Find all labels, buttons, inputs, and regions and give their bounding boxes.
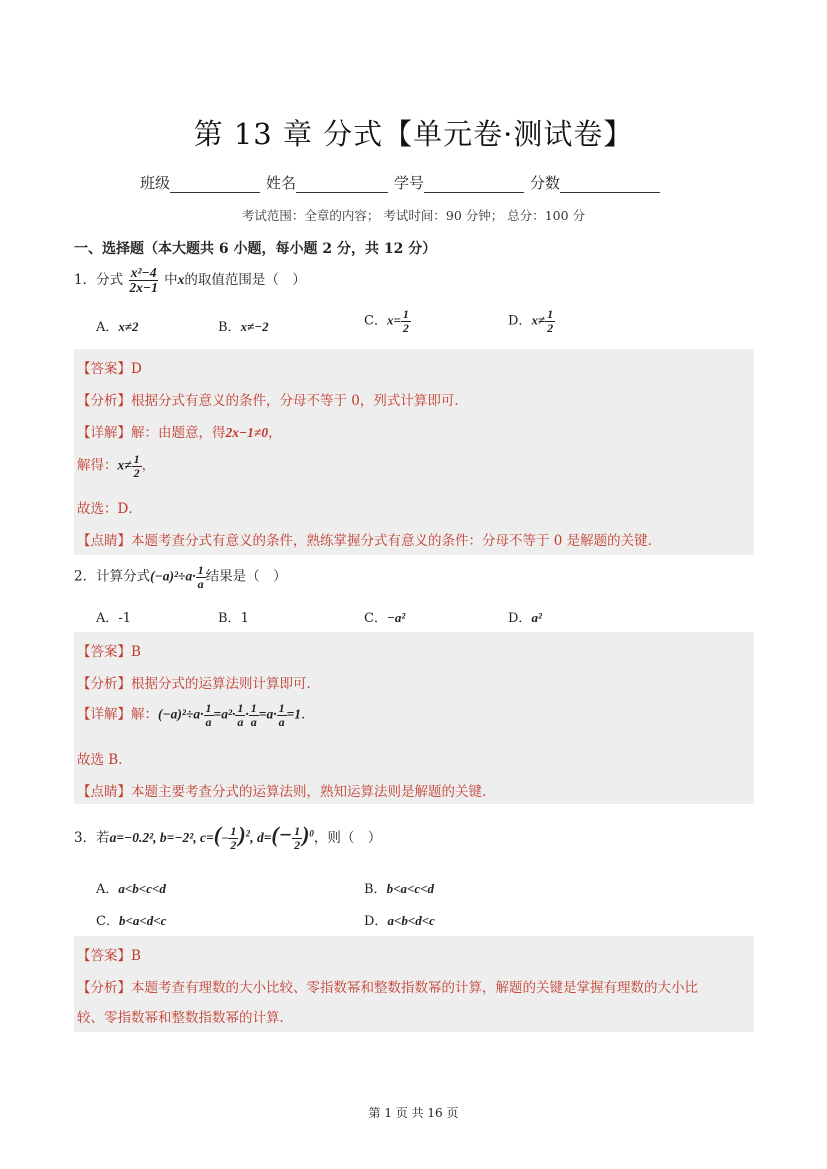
name-blank[interactable]: [296, 176, 388, 193]
q1-option-b[interactable]: B．x≠−2: [218, 319, 269, 335]
q1-fraction: $\frac{\text{x²−4}}{2x-1}$: [129, 265, 158, 296]
q1-comment: 【点睛】本题考查分式有意义的条件，熟练掌握分式有意义的条件：分母不等于 0 是解题的关键．: [77, 533, 662, 549]
q2-analysis: 【分析】根据分式的运算法则计算即可．: [77, 676, 320, 692]
q3-option-d[interactable]: D．a<b<d<c: [364, 913, 435, 929]
q3-answer: 【答案】B: [77, 948, 141, 964]
q2-detail: 【详解】解：(−a)²÷a· $\frac{1}{a}$ =a²· $\frac{1}{a}$ · $\frac{1}{a}$ =a· $\frac{1}{a}$ =1．: [77, 701, 315, 729]
page-footer: 第 1 页 共 16 页: [368, 1106, 459, 1120]
id-blank[interactable]: [424, 176, 524, 193]
section-heading: 一、选择题（本大题共 6 小题，每小题 2 分，共 12 分）: [74, 241, 437, 257]
q2-answer: 【答案】B: [77, 644, 141, 660]
q1-solve: 解得：x≠ $\frac{1}{2}$ ，: [77, 452, 156, 480]
q2-stem: 2．计算分式(−a)²÷a· $\frac{1}{a}$ 结果是（ ）: [74, 563, 287, 591]
q3-answer-box: [74, 936, 754, 1032]
q1-analysis: 【分析】根据分式有意义的条件，分母不等于 0，列式计算即可．: [77, 393, 468, 409]
q2-comment: 【点睛】本题主要考查分式的运算法则，熟知运算法则是解题的关键．: [77, 784, 496, 800]
q1-answer-box: [74, 349, 754, 555]
q1-stem: 1．分式 $\frac{\text{x²−4}}{2x-1}$ 中x的取值范围是（ ）: [74, 265, 306, 296]
student-info-row: [140, 172, 666, 193]
q1-answer: 【答案】D: [77, 361, 142, 377]
q1-choose: 故选：D．: [77, 501, 142, 517]
q3-option-b[interactable]: B．b<a<c<d: [364, 881, 435, 897]
score-blank[interactable]: [560, 176, 660, 193]
q1-option-d[interactable]: D．x≠ $\frac{1}{2}$: [508, 307, 554, 335]
score-label: 分数: [530, 174, 561, 192]
q2-option-d[interactable]: D．a²: [508, 610, 542, 626]
page-title: 第 13 章 分式【单元卷·测试卷】: [193, 117, 634, 151]
q2-option-a[interactable]: A．-1: [96, 611, 132, 626]
q3-analysis: 【分析】本题考查有理数的大小比较、零指数幂和整数指数幂的计算，解题的关键是掌握有理数的大小比: [77, 980, 698, 996]
class-blank[interactable]: [170, 176, 260, 193]
q3-analysis-cont: 较、零指数幂和整数指数幂的计算．: [77, 1010, 293, 1026]
q2-option-b[interactable]: B．1: [218, 611, 249, 626]
q3-option-a[interactable]: A．a<b<c<d: [96, 881, 166, 897]
class-label: 班级: [140, 174, 171, 192]
q3-stem: 3．若a=−0.2², b=−2², c=(− $\frac{1}{2}$ )$^2$, d=(− $\frac{1}{2}$ )$^0$，则（ ）: [74, 822, 382, 852]
q2-option-c[interactable]: C．−a²: [364, 610, 406, 626]
q2-choose: 故选 B．: [77, 752, 132, 768]
name-label: 姓名: [266, 174, 297, 192]
q3-option-c[interactable]: C．b<a<d<c: [96, 913, 167, 929]
q1-option-a[interactable]: A．x≠2: [96, 319, 139, 335]
q2-answer-box: [74, 632, 754, 804]
id-label: 学号: [394, 174, 425, 192]
q1-detail: 【详解】解：由题意，得2x−1≠0，: [77, 425, 282, 441]
exam-meta: 考试范围：全章的内容； 考试时间：90 分钟； 总分：100 分: [241, 208, 586, 223]
q1-option-c[interactable]: C．x= $\frac{1}{2}$: [364, 307, 409, 335]
